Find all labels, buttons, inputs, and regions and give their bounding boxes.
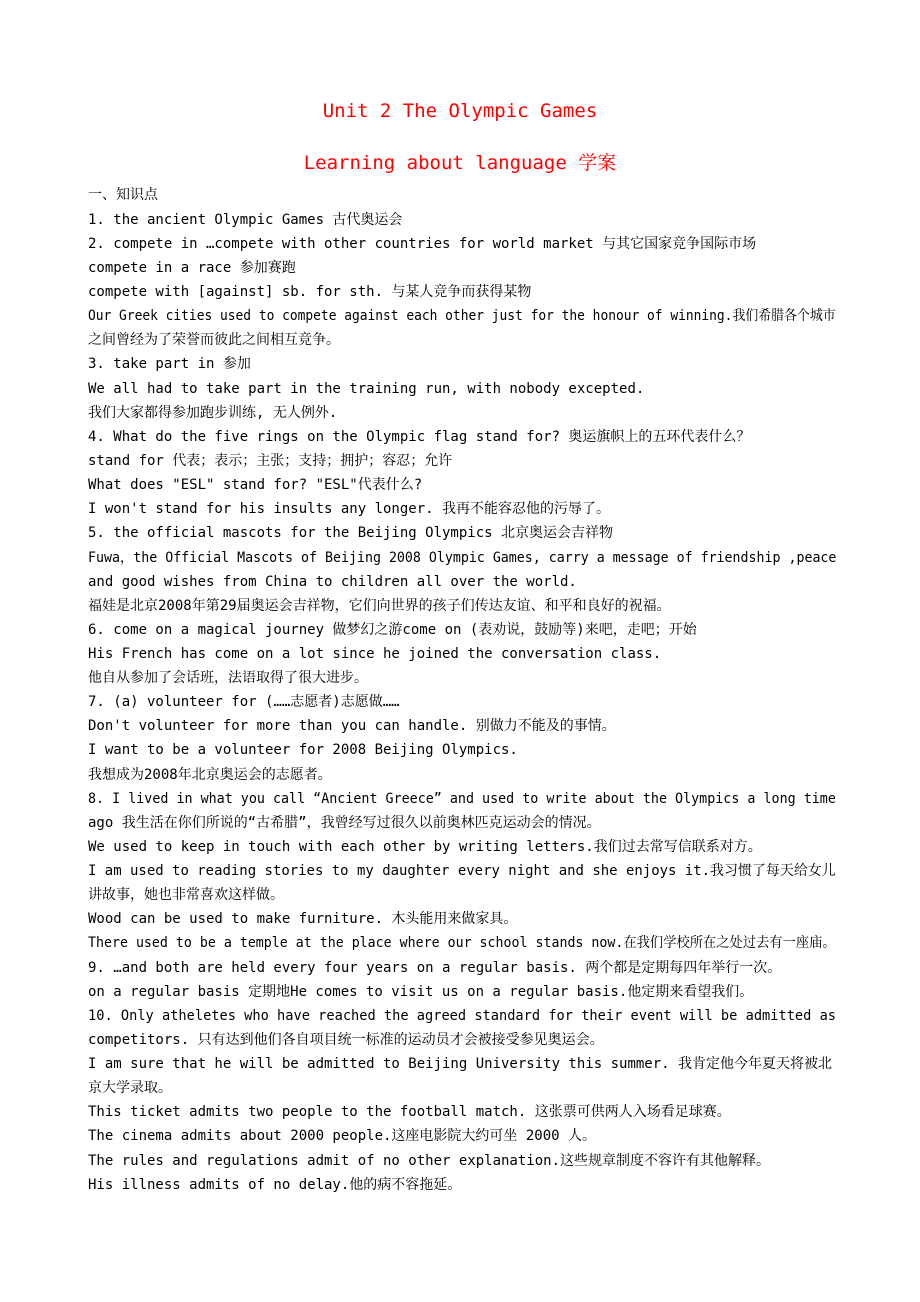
page-subtitle: Learning about language 学案 bbox=[303, 152, 617, 174]
text-line: His illness admits of no delay.他的病不容拖延。 bbox=[88, 1177, 462, 1193]
page-title: Unit 2 The Olympic Games bbox=[322, 100, 598, 122]
text-line: What does "ESL" stand for? "ESL"代表什么? bbox=[88, 477, 423, 493]
text-line: The rules and regulations admit of no other explanation.这些规章制度不容许有其他解释。 bbox=[88, 1153, 771, 1169]
text-line: compete in a race 参加赛跑 bbox=[88, 260, 296, 276]
text-line: 6. come on a magical journey 做梦幻之游come on (表劝说，鼓励等)来吧，走吧；开始 bbox=[88, 622, 697, 638]
text-line: 讲故事，她也非常喜欢这样做。 bbox=[88, 887, 284, 903]
text-line: 我们大家都得参加跑步训练, 无人例外. bbox=[88, 405, 338, 421]
text-line: There used to be a temple at the place where our school stands now.在我们学校所在之处过去有一座庙。 bbox=[88, 935, 836, 951]
text-line: This ticket admits two people to the football match. 这张票可供两人入场看足球赛。 bbox=[88, 1104, 731, 1120]
text-line: We used to keep in touch with each other by writing letters.我们过去常写信联系对方。 bbox=[88, 839, 762, 855]
text-line: I am sure that he will be admitted to Beijing University this summer. 我肯定他今年夏天将被北 bbox=[88, 1056, 833, 1072]
text-line: 9. …and both are held every four years on a regular basis. 两个都是定期每四年举行一次。 bbox=[88, 960, 782, 976]
text-line: 3. take part in 参加 bbox=[88, 356, 251, 372]
text-line: 1. the ancient Olympic Games 古代奥运会 bbox=[88, 212, 403, 228]
text-line: compete with [against] sb. for sth. 与某人竞争而获得某物 bbox=[88, 284, 532, 300]
text-line: 8. I lived in what you call “Ancient Greece” and used to write about the Olympics a long time bbox=[88, 791, 836, 807]
text-line: competitors. 只有达到他们各自项目统一标准的运动员才会被接受参见奥运会。 bbox=[88, 1032, 604, 1048]
text-line: I want to be a volunteer for 2008 Beijing Olympics. bbox=[88, 742, 518, 758]
section-heading: 一、知识点 bbox=[88, 187, 158, 203]
text-line: 10. Only atheletes who have reached the agreed standard for their event will be admitted as bbox=[88, 1008, 837, 1024]
text-line: 我想成为2008年北京奥运会的志愿者。 bbox=[88, 767, 332, 783]
text-line: 京大学录取。 bbox=[88, 1080, 172, 1096]
text-line: His French has come on a lot since he joined the conversation class. bbox=[88, 646, 662, 662]
text-line: 他自从参加了会话班，法语取得了很大进步。 bbox=[88, 670, 368, 686]
text-line: Don't volunteer for more than you can handle. 别做力不能及的事情。 bbox=[88, 718, 616, 734]
text-line: Our Greek cities used to compete against each other just for the honour of winning.我们希腊各个城市 bbox=[88, 308, 836, 324]
text-line: ago 我生活在你们所说的“古希腊”，我曾经写过很久以前奥林匹克运动会的情况。 bbox=[88, 815, 601, 831]
text-line: We all had to take part in the training run, with nobody excepted. bbox=[88, 381, 645, 397]
text-line: 之间曾经为了荣誉而彼此之间相互竞争。 bbox=[88, 332, 340, 348]
text-line: 2. compete in …compete with other countries for world market 与其它国家竞争国际市场 bbox=[88, 236, 757, 252]
text-line: I won't stand for his insults any longer. 我再不能容忍他的污辱了。 bbox=[88, 501, 611, 517]
text-line: The cinema admits about 2000 people.这座电影院大约可坐 2000 人。 bbox=[88, 1128, 597, 1144]
text-line: Fuwa，the Official Mascots of Beijing 2008 Olympic Games, carry a message of friendship ,peace bbox=[88, 550, 837, 566]
text-line: Wood can be used to make furniture. 木头能用来做家具。 bbox=[88, 911, 518, 927]
text-line: and good wishes from China to children all over the world. bbox=[88, 574, 577, 590]
text-line: on a regular basis 定期地He comes to visit us on a regular basis.他定期来看望我们。 bbox=[88, 984, 754, 1000]
text-line: 7. (a) volunteer for (……志愿者)志愿做…… bbox=[88, 694, 400, 710]
text-line: 福娃是北京2008年第29届奥运会吉祥物，它们向世界的孩子们传达友谊、和平和良好的祝福。 bbox=[88, 598, 671, 614]
text-line: stand for 代表；表示；主张；支持；拥护；容忍；允许 bbox=[88, 453, 453, 469]
text-line: I am used to reading stories to my daughter every night and she enjoys it.我习惯了每天给女儿 bbox=[88, 863, 836, 879]
text-line: 4. What do the five rings on the Olympic flag stand for? 奥运旗帜上的五环代表什么？ bbox=[88, 429, 751, 445]
text-line: 5. the official mascots for the Beijing Olympics 北京奥运会吉祥物 bbox=[88, 525, 614, 541]
